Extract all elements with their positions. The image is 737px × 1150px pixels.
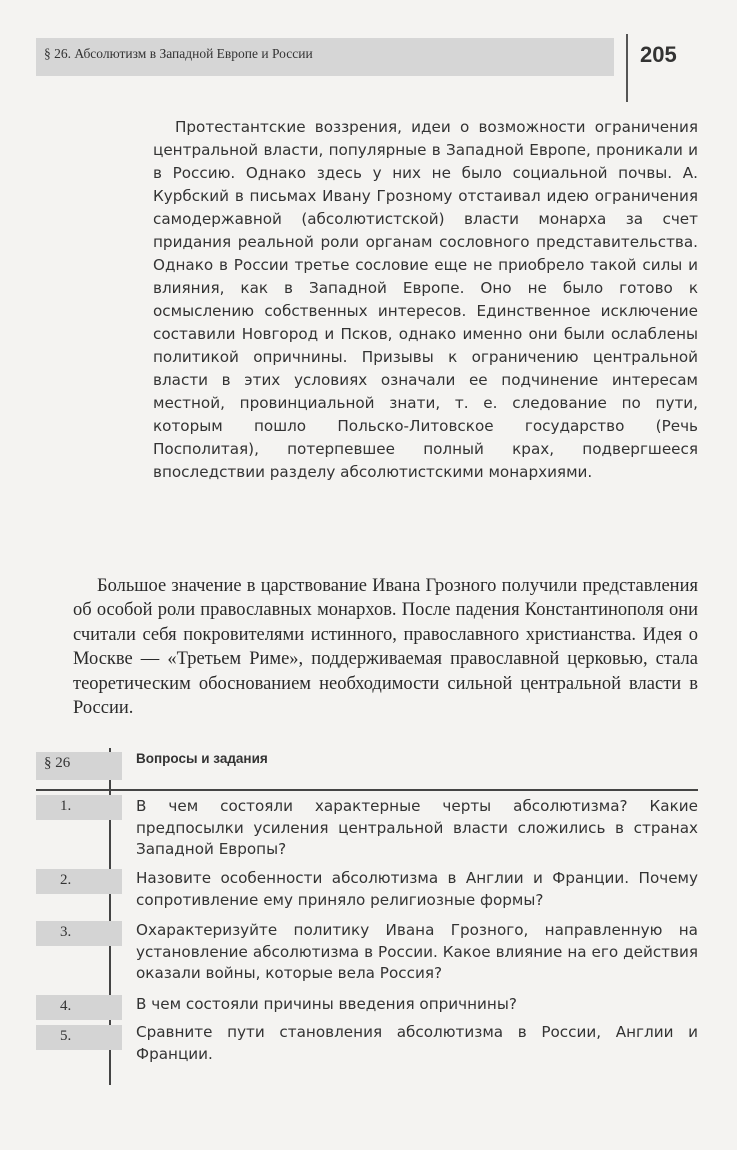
question-2-text: Назовите особенности абсолютизма в Англии и Франции. Почему сопротивление ему приняло религиозные формы?	[136, 869, 698, 909]
questions-horizontal-rule	[36, 789, 698, 791]
sidebar-paragraph	[153, 116, 698, 484]
questions-title: Вопросы и задания	[136, 751, 268, 766]
question-3-text: Охарактеризуйте политику Ивана Грозного, направленную на установление абсолютизма в России. Какое влияние на его действия оказали войны, которые вела Россия?	[136, 921, 698, 982]
body-paragraph	[73, 574, 698, 720]
page-number: 205	[640, 42, 677, 67]
question-1-badge	[36, 795, 122, 820]
header-divider	[626, 34, 628, 102]
question-4-number: 4.	[60, 998, 72, 1014]
question-2-number: 2.	[60, 872, 72, 888]
question-5-text: Сравните пути становления абсолютизма в России, Англии и Франции.	[136, 1023, 698, 1063]
questions-section-label: § 26	[44, 755, 71, 771]
running-header-title: § 26. Абсолютизм в Западной Европе и России	[44, 46, 313, 61]
body-paragraph-text: Большое значение в царствование Ивана Грозного получили представления об особой роли православных монархов. После падения Константинополя они считали себя покровителями истинного, православного христианства. Идея о Москве — «Третьем Риме», поддерживаемая православной церковью, стала теоретическим обоснованием необходимости сильной центральной власти в России.	[73, 576, 698, 719]
question-4-text: В чем состояли причины введения опричнины?	[136, 995, 517, 1013]
question-2-badge	[36, 869, 122, 894]
question-3-badge	[36, 921, 122, 946]
question-1-text: В чем состояли характерные черты абсолютизма? Какие предпосылки усиления центральной власти сложились в странах Западной Европы?	[136, 797, 698, 858]
question-4-badge	[36, 995, 122, 1020]
question-5-number: 5.	[60, 1028, 72, 1044]
question-3-number: 3.	[60, 924, 72, 940]
sidebar-paragraph-text: Протестантские воззрения, идеи о возможности ограничения центральной власти, популярные в Западной Европе, проникали и в Россию. Однако здесь у них не было социальной почвы. А. Курбский в письмах Ивану Грозному отстаивал идею ограничения самодержавной (абсолютистской) власти монарха за счет придания реальной роли органам сословного представительства. Однако в России третье сословие еще не приобрело такой силы и влияния, как в Западной Европе. Оно не было готово к осмыслению собственных интересов. Единственное исключение составили Новгород и Псков, однако именно они были ослаблены политикой опричнины. Призывы к ограничению центральной власти в этих условиях означали ее подчинение интересам местной, провинциальной знати, т. е. следование по пути, которым пошло Польско-Литовское государство (Речь Посполитая), потерпевшее полный крах, подвергшееся впоследствии разделу абсолютистскими монархиями.	[153, 118, 698, 481]
question-1-number: 1.	[60, 798, 72, 814]
question-5-badge	[36, 1025, 122, 1050]
